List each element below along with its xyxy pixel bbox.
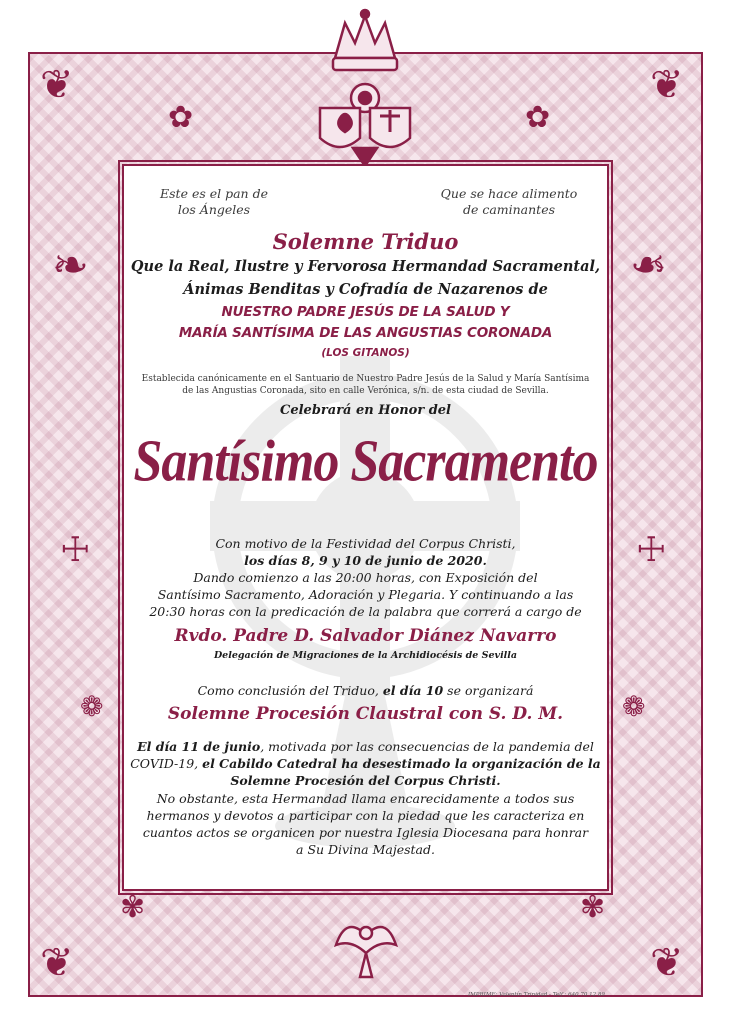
conclusion-date: el día 10 xyxy=(382,683,444,698)
notice-line-2-bold: el Cabildo Catedral ha desestimado la organización de la xyxy=(202,756,601,771)
grapes-icon: ❁ xyxy=(80,690,104,723)
preacher-name: Rvdo. Padre D. Salvador Diánez Navarro xyxy=(174,626,557,646)
rose-icon: ✿ xyxy=(168,100,194,135)
main-title: Santísimo Sacramento xyxy=(133,428,598,495)
chalice-medallion-icon: ☩ xyxy=(636,530,667,570)
quote-right-line1: Que se hace alimento xyxy=(440,186,578,201)
brotherhood-line-2: Ánimas Benditas y Cofradía de Nazarenos de xyxy=(183,281,548,298)
quote-left-line2: los Ángeles xyxy=(177,202,251,217)
established-line-1: Establecida canónicamente en el Santuario de Nuestro Padre Jesús de la Salud y María Santísima xyxy=(141,374,590,384)
flower-ornament-icon: ❦ xyxy=(650,62,684,108)
quote-right-line2: de caminantes xyxy=(462,202,556,217)
angel-icon: ❧ xyxy=(52,240,89,291)
conclusion-line xyxy=(124,683,607,698)
flower-ornament-icon: ❦ xyxy=(40,940,74,986)
flower-ornament-icon: ❦ xyxy=(40,62,74,108)
angel-icon: ❧ xyxy=(630,240,667,291)
flower-ornament-icon: ❦ xyxy=(650,940,684,986)
notice-line-3: Solemne Procesión del Corpus Christi. xyxy=(230,773,501,788)
conclusion-suffix: se organizará xyxy=(443,683,534,698)
pelican-icon xyxy=(326,905,406,985)
notice-line-2-start: COVID-19, xyxy=(130,756,203,771)
details-line-5: 20:30 horas con la predicación de la palabra que correrá a cargo de xyxy=(149,604,582,619)
quote-left-line1: Este es el pan de xyxy=(160,186,268,201)
notice-line-2 xyxy=(124,756,607,771)
brotherhood-name-line-2: MARÍA SANTÍSIMA DE LAS ANGUSTIAS CORONADA xyxy=(178,325,553,341)
details-line-3: Dando comienzo a las 20:00 horas, con Exposición del xyxy=(193,570,538,585)
printer-credit: IMPRIME: Valentín Trinidad - Telf.: 640 70 12 89 xyxy=(468,992,605,998)
notice-line-1-rest: , motivada por las consecuencias de la pandemia del xyxy=(260,739,594,754)
notice-line-6: cuantos actos se organicen por nuestra Iglesia Diocesana para honrar xyxy=(142,825,589,840)
rose-icon: ✾ xyxy=(580,890,606,925)
chalice-medallion-icon: ☩ xyxy=(60,530,91,570)
brotherhood-line-1: Que la Real, Ilustre y Fervorosa Hermandad Sacramental, xyxy=(130,258,601,275)
notice-date: El día 11 de junio xyxy=(137,739,261,754)
coat-of-arms-icon xyxy=(285,8,445,168)
details-line-4: Santísimo Sacramento, Adoración y Plegaria. Y continuando a las xyxy=(157,587,574,602)
notice-line-4: No obstante, esta Hermandad llama encarecidamente a todos sus xyxy=(156,791,575,806)
quote-left xyxy=(154,186,274,218)
celebrara-line: Celebrará en Honor del xyxy=(280,403,451,418)
grapes-icon: ❁ xyxy=(622,690,646,723)
rose-icon: ✾ xyxy=(120,890,146,925)
procession-title: Solemne Procesión Claustral con S. D. M. xyxy=(167,704,564,724)
poster-content xyxy=(124,166,607,889)
details-dates: los días 8, 9 y 10 de junio de 2020. xyxy=(244,553,487,568)
conclusion-prefix: Como conclusión del Triduo, xyxy=(197,683,383,698)
notice-line-1 xyxy=(124,739,607,754)
quote-right xyxy=(439,186,579,218)
established-line-2: de las Angustias Coronada, sito en calle Verónica, s/n. de esta ciudad de Sevilla. xyxy=(182,386,549,396)
triduo-title: Solemne Triduo xyxy=(272,229,459,254)
brotherhood-name-line-1: NUESTRO PADRE JESÚS DE LA SALUD Y xyxy=(221,304,510,320)
rose-icon: ✿ xyxy=(525,100,551,135)
details-line-1: Con motivo de la Festividad del Corpus Christi, xyxy=(215,536,516,551)
brotherhood-nickname: (LOS GITANOS) xyxy=(321,347,410,359)
preacher-delegation: Delegación de Migraciones de la Archidiocésis de Sevilla xyxy=(213,650,518,661)
notice-line-5: hermanos y devotos a participar con la piedad que les caracteriza en xyxy=(146,808,585,823)
notice-line-7: a Su Divina Majestad. xyxy=(296,842,435,857)
